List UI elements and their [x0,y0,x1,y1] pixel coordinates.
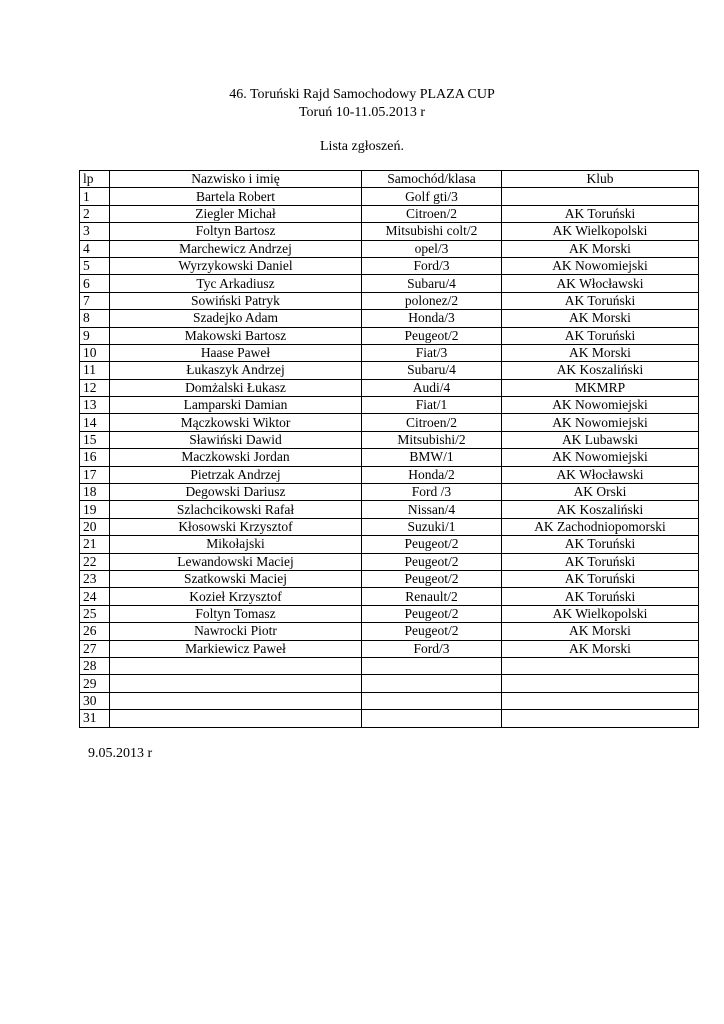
table-row [80,623,699,640]
cell-name: Degowski Dariusz [110,484,362,501]
cell-lp: 7 [80,292,110,309]
cell-club: AK Toruński [502,327,699,344]
cell-lp: 4 [80,240,110,257]
table-row [80,501,699,518]
entry-list-table [79,170,699,728]
cell-car: Peugeot/2 [362,553,502,570]
table-row [80,484,699,501]
cell-lp: 25 [80,605,110,622]
cell-name [110,675,362,692]
table-row [80,327,699,344]
cell-lp: 17 [80,466,110,483]
cell-lp: 10 [80,344,110,361]
cell-lp: 9 [80,327,110,344]
cell-car: Peugeot/2 [362,623,502,640]
cell-name [110,657,362,674]
cell-car: Peugeot/2 [362,536,502,553]
cell-lp: 19 [80,501,110,518]
table-row [80,518,699,535]
cell-club: AK Nowomiejski [502,414,699,431]
cell-car [362,710,502,727]
cell-name: Kłosowski Krzysztof [110,518,362,535]
cell-name: Szatkowski Maciej [110,570,362,587]
cell-name: Szlachcikowski Rafał [110,501,362,518]
cell-car: Ford/3 [362,640,502,657]
cell-name: Makowski Bartosz [110,327,362,344]
table-row [80,431,699,448]
table-header-row [80,171,699,188]
column-header-lp: lp [80,171,110,188]
cell-name: Marchewicz Andrzej [110,240,362,257]
cell-club: AK Koszaliński [502,362,699,379]
cell-club: AK Morski [502,310,699,327]
table-body [80,188,699,727]
cell-club: AK Włocławski [502,466,699,483]
cell-club: MKMRP [502,379,699,396]
cell-lp: 13 [80,397,110,414]
cell-club: AK Lubawski [502,431,699,448]
cell-car: Nissan/4 [362,501,502,518]
table-row [80,240,699,257]
cell-car: Subaru/4 [362,275,502,292]
table-row [80,605,699,622]
cell-club: AK Morski [502,623,699,640]
cell-car: Audi/4 [362,379,502,396]
cell-car: Golf gti/3 [362,188,502,205]
cell-car [362,692,502,709]
cell-name: Lamparski Damian [110,397,362,414]
cell-name: Tyc Arkadiusz [110,275,362,292]
cell-club: AK Nowomiejski [502,257,699,274]
cell-club: AK Koszaliński [502,501,699,518]
cell-club: AK Toruński [502,292,699,309]
cell-car: Subaru/4 [362,362,502,379]
table-row [80,640,699,657]
table-row [80,657,699,674]
cell-lp: 18 [80,484,110,501]
cell-name: Bartela Robert [110,188,362,205]
cell-club [502,657,699,674]
cell-name: Szadejko Adam [110,310,362,327]
cell-name: Sławiński Dawid [110,431,362,448]
table-row [80,692,699,709]
cell-lp: 3 [80,223,110,240]
cell-club: AK Toruński [502,536,699,553]
cell-car: Mitsubishi/2 [362,431,502,448]
cell-car: Suzuki/1 [362,518,502,535]
cell-name [110,692,362,709]
cell-car: Honda/3 [362,310,502,327]
cell-lp: 14 [80,414,110,431]
cell-club: AK Zachodniopomorski [502,518,699,535]
cell-name: Mączkowski Wiktor [110,414,362,431]
cell-name: Markiewicz Paweł [110,640,362,657]
cell-lp: 30 [80,692,110,709]
cell-car: BMW/1 [362,449,502,466]
cell-car: Peugeot/2 [362,605,502,622]
cell-club: AK Toruński [502,588,699,605]
cell-lp: 21 [80,536,110,553]
cell-name: Domżalski Łukasz [110,379,362,396]
cell-name: Pietrzak Andrzej [110,466,362,483]
cell-car: polonez/2 [362,292,502,309]
table-row [80,710,699,727]
cell-car [362,675,502,692]
cell-car: Fiat/1 [362,397,502,414]
cell-lp: 2 [80,205,110,222]
cell-car: Honda/2 [362,466,502,483]
cell-name: Nawrocki Piotr [110,623,362,640]
cell-name: Kozieł Krzysztof [110,588,362,605]
cell-club: AK Orski [502,484,699,501]
cell-lp: 23 [80,570,110,587]
table-row [80,344,699,361]
table-row [80,449,699,466]
event-place-date: Toruń 10-11.05.2013 r [298,105,426,120]
table-row [80,257,699,274]
cell-lp: 12 [80,379,110,396]
cell-name: Maczkowski Jordan [110,449,362,466]
cell-car: Ford/3 [362,257,502,274]
cell-club [502,710,699,727]
cell-lp: 27 [80,640,110,657]
cell-lp: 5 [80,257,110,274]
column-header-name: Nazwisko i imię [110,171,362,188]
table-row [80,675,699,692]
cell-car [362,657,502,674]
table-row [80,588,699,605]
document-date: 9.05.2013 r [88,746,153,761]
column-header-car: Samochód/klasa [362,171,502,188]
list-heading: Lista zgłoszeń. [320,139,404,154]
cell-name: Lewandowski Maciej [110,553,362,570]
table-row [80,553,699,570]
cell-name: Haase Paweł [110,344,362,361]
cell-car: Mitsubishi colt/2 [362,223,502,240]
cell-car: Ford /3 [362,484,502,501]
cell-name: Ziegler Michał [110,205,362,222]
cell-car: Fiat/3 [362,344,502,361]
cell-club: AK Morski [502,640,699,657]
cell-name [110,710,362,727]
cell-lp: 6 [80,275,110,292]
cell-car: Citroen/2 [362,414,502,431]
cell-lp: 29 [80,675,110,692]
cell-car: Citroen/2 [362,205,502,222]
cell-name: Wyrzykowski Daniel [110,257,362,274]
table-row [80,414,699,431]
cell-lp: 11 [80,362,110,379]
cell-club: AK Morski [502,344,699,361]
cell-name: Foltyn Tomasz [110,605,362,622]
cell-lp: 8 [80,310,110,327]
table-row [80,397,699,414]
table-row [80,188,699,205]
table-row [80,570,699,587]
table-row [80,536,699,553]
cell-lp: 24 [80,588,110,605]
cell-club: AK Toruński [502,205,699,222]
cell-club: AK Wielkopolski [502,605,699,622]
cell-club: AK Toruński [502,570,699,587]
cell-club: AK Toruński [502,553,699,570]
cell-club: AK Wielkopolski [502,223,699,240]
cell-car: opel/3 [362,240,502,257]
table-row [80,362,699,379]
cell-club [502,692,699,709]
table-row [80,223,699,240]
cell-lp: 15 [80,431,110,448]
cell-lp: 31 [80,710,110,727]
column-header-club: Klub [502,171,699,188]
cell-lp: 28 [80,657,110,674]
document-title: 46. Toruński Rajd Samochodowy PLAZA CUP [229,87,495,102]
cell-lp: 26 [80,623,110,640]
cell-car: Peugeot/2 [362,570,502,587]
cell-club [502,675,699,692]
cell-club: AK Morski [502,240,699,257]
table-row [80,205,699,222]
table-row [80,292,699,309]
cell-club: AK Nowomiejski [502,397,699,414]
table-row [80,466,699,483]
cell-car: Peugeot/2 [362,327,502,344]
cell-lp: 20 [80,518,110,535]
cell-lp: 1 [80,188,110,205]
table-row [80,379,699,396]
cell-lp: 22 [80,553,110,570]
table-row [80,275,699,292]
cell-car: Renault/2 [362,588,502,605]
cell-name: Foltyn Bartosz [110,223,362,240]
cell-lp: 16 [80,449,110,466]
table-row [80,310,699,327]
cell-name: Sowiński Patryk [110,292,362,309]
cell-name: Mikołajski [110,536,362,553]
cell-club: AK Nowomiejski [502,449,699,466]
cell-club: AK Włocławski [502,275,699,292]
cell-club [502,188,699,205]
cell-name: Łukaszyk Andrzej [110,362,362,379]
